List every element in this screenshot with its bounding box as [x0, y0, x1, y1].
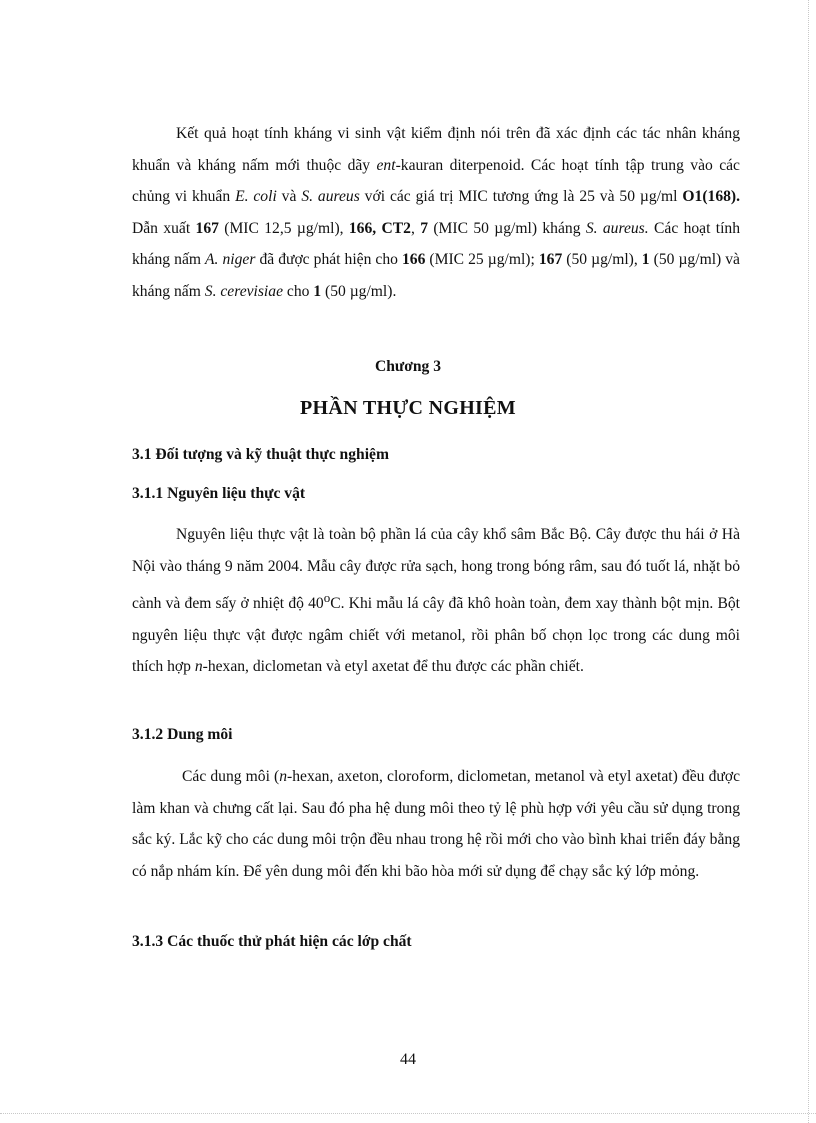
bold-run: 166, CT2	[348, 219, 411, 237]
text-run: (50 µg/ml) và kháng nấm	[132, 251, 740, 300]
italic-run: S. aureus	[301, 188, 360, 205]
text-run: ,	[410, 219, 421, 237]
chapter-label: Chương 3	[374, 358, 442, 375]
text-run: Các dung môi (	[182, 768, 280, 785]
italic-run: ent	[376, 156, 396, 174]
section-heading-3-1: 3.1 Đối tượng và kỹ thuật thực nghiệm	[132, 446, 389, 463]
section-heading-3-1-1: 3.1.1 Nguyên liệu thực vật	[132, 485, 306, 502]
italic-run: S. aureus.	[585, 219, 649, 237]
text-run: -hexan, axeton, cloroform, diclometan, metanol và etyl axetat) đều được làm khan và chưng cất lại. Sau đó pha hệ dung môi theo tỷ lệ phù hợp với yêu cầu sử dụng trong sắc ký. Lắc kỹ cho các dung môi trộn đều nhau trong hệ rồi mới cho vào bình khai triển đáy bằng có nắp nhám kín. Để yên dung môi đến khi bão hòa mới sử dụng để chạy sắc ký lớp mỏng.	[132, 768, 740, 880]
page-bottom-border	[0, 1113, 816, 1114]
italic-run: n	[279, 768, 288, 785]
text-run: với các giá trị MIC tương ứng là 25 và 50 µg/ml	[359, 188, 683, 205]
section-heading-3-1-2: 3.1.2 Dung môi	[132, 726, 233, 743]
text-run: Kết quả hoạt tính kháng vi sinh vật kiểm định nói trên đã xác định các tác nhân kháng khuẩn và kháng nấm mới thuộc dãy	[132, 125, 740, 174]
bold-run: O1(168).	[682, 188, 741, 205]
paragraph-plant-material	[132, 519, 740, 683]
text-run: (50 µg/ml),	[562, 251, 642, 268]
text-run: và	[276, 188, 302, 205]
section-heading-3-1-3: 3.1.3 Các thuốc thử phát hiện các lớp chất	[132, 933, 412, 950]
text-run: Nguyên liệu thực vật là toàn bộ phần lá của cây khổ sâm Bắc Bộ. Cây được thu hái ở Hà Nội vào tháng 9 năm 2004. Mẫu cây được rửa sạch, hong trong bóng râm, sau đó tuốt lá, nhặt bỏ cành và đem sấy ở nhiệt độ 40	[132, 526, 740, 613]
bold-run: 166	[401, 251, 426, 268]
text-run: C. Khi mẫu lá cây đã khô hoàn toàn, đem xay thành bột mịn. Bột nguyên liệu thực vật được ngâm chiết với metanol, rồi phân bố chọn lọc trong các dung môi thích hợp	[132, 595, 740, 676]
italic-run: n	[194, 658, 203, 676]
bold-run: 167	[195, 219, 219, 237]
italic-run: E. coli	[235, 188, 277, 205]
bold-run: 7	[420, 219, 429, 237]
chapter-title: PHẦN THỰC NGHIỆM	[300, 397, 516, 419]
bold-run: 1	[641, 251, 650, 268]
italic-run: S. cerevisiae	[204, 282, 283, 300]
text-run: Dẫn xuất	[132, 219, 196, 237]
text-run: (50 µg/ml).	[321, 282, 397, 300]
text-run: (MIC 50 µg/ml) kháng	[428, 219, 586, 237]
bold-run: 1	[313, 282, 322, 300]
paragraph-results	[132, 118, 740, 307]
superscript: o	[323, 590, 331, 605]
bold-run: 167	[538, 251, 563, 268]
page-right-border	[808, 0, 809, 1123]
page-number: 44	[400, 1051, 416, 1068]
paragraph-solvents	[132, 761, 740, 887]
italic-run: A. niger	[205, 251, 256, 268]
text-run: (MIC 25 µg/ml);	[425, 251, 539, 268]
text-run: cho	[283, 282, 314, 300]
text-run: -hexan, diclometan và etyl axetat để thu được các phần chiết.	[202, 658, 584, 676]
text-run: -kauran diterpenoid. Các hoạt tính tập trung vào các chủng vi khuẩn	[132, 156, 740, 205]
text-run: đã được phát hiện cho	[255, 251, 402, 268]
text-run: (MIC 12,5 µg/ml),	[218, 219, 349, 237]
text-run: Các hoạt tính kháng nấm	[132, 219, 741, 268]
